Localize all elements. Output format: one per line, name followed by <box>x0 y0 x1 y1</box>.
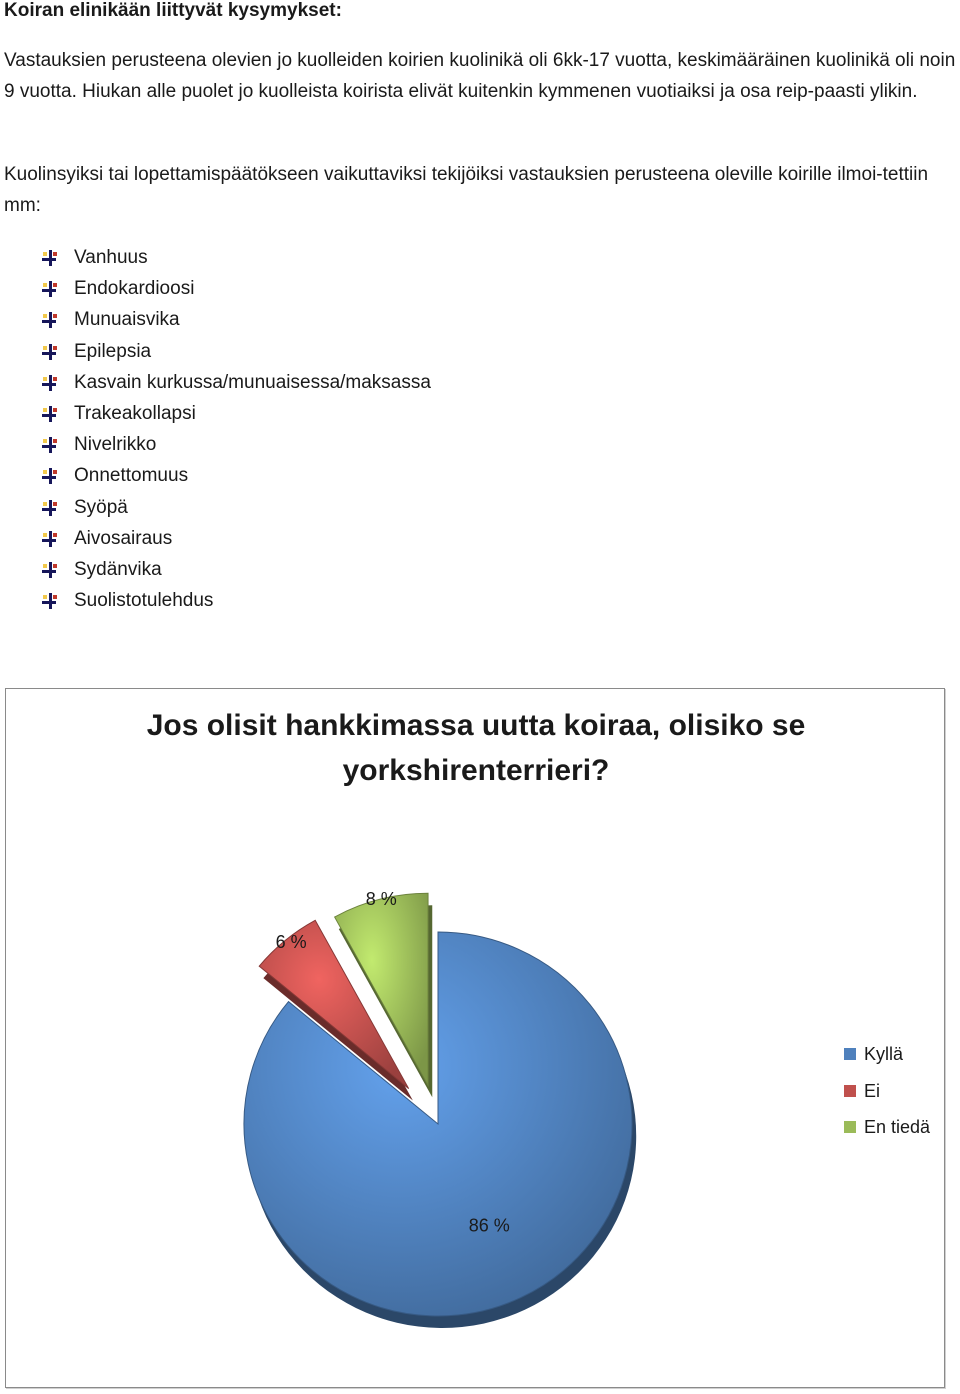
cross-bullet-icon <box>40 436 58 454</box>
cross-bullet-icon <box>40 280 58 298</box>
list-item-label: Suolistotulehdus <box>74 590 214 612</box>
cross-bullet-icon <box>40 249 58 267</box>
list-item <box>40 242 431 273</box>
list-item <box>40 585 431 616</box>
list-item <box>40 304 431 335</box>
cross-bullet-icon <box>40 405 58 423</box>
cross-bullet-icon <box>40 343 58 361</box>
list-item <box>40 554 431 585</box>
list-item <box>40 336 431 367</box>
paragraph-causes-intro: Kuolinsyiksi tai lopettamispäätökseen vaikuttaviksi tekijöiksi vastauksien perusteena oleville koirille ilmoi-tettiin mm: <box>4 164 929 216</box>
list-item-label: Sydänvika <box>74 558 162 580</box>
legend-item-ei <box>844 1080 930 1117</box>
cross-bullet-icon <box>40 499 58 517</box>
legend-swatch <box>844 1048 856 1060</box>
pie-data-label-kylla: 86 % <box>468 1215 510 1236</box>
list-item-label: Endokardioosi <box>74 278 195 300</box>
list-item <box>40 523 431 554</box>
cross-bullet-icon <box>40 374 58 392</box>
list-item <box>40 492 431 523</box>
cross-bullet-icon <box>40 561 58 579</box>
pie-data-label-en-tieda: 8 % <box>365 888 397 909</box>
legend-swatch <box>844 1085 856 1097</box>
document-heading: Koiran elinikään liittyvät kysymykset: <box>4 0 342 21</box>
list-item-label: Kasvain kurkussa/munuaisessa/maksassa <box>74 371 431 393</box>
list-item-label: Epilepsia <box>74 340 152 362</box>
pie-chart <box>6 689 946 1389</box>
list-item <box>40 398 431 429</box>
causes-list <box>40 242 431 616</box>
pie-data-label-ei: 6 % <box>275 932 307 953</box>
pie-slices <box>244 893 636 1328</box>
list-item <box>40 367 431 398</box>
pie-chart-frame <box>5 688 945 1388</box>
cross-bullet-icon <box>40 530 58 548</box>
paragraph-age-of-death: Vastauksien perusteena olevien jo kuolleiden koirien kuolinikä oli 6kk-17 vuotta, keskimääräinen kuolinikä oli noin 9 vuotta. Hiukan alle puolet jo kuolleista koirista elivät kuitenkin kymmenen vuotiaiksi ja osa reip-paasti ylikin. <box>4 50 956 102</box>
list-item-label: Munuaisvika <box>74 309 180 331</box>
legend-item-kylla <box>844 1043 930 1080</box>
list-item-label: Syöpä <box>74 496 128 518</box>
cross-bullet-icon <box>40 311 58 329</box>
chart-title: Jos olisit hankkimassa uutta koiraa, olisiko se yorkshirenterrieri? <box>146 709 806 787</box>
list-item <box>40 273 431 304</box>
list-item <box>40 460 431 491</box>
legend-label: En tiedä <box>864 1117 931 1137</box>
list-item <box>40 429 431 460</box>
chart-legend <box>844 1043 930 1153</box>
cross-bullet-icon <box>40 592 58 610</box>
list-item-label: Vanhuus <box>74 247 148 268</box>
legend-item-en-tieda <box>844 1116 930 1153</box>
list-item-label: Aivosairaus <box>74 527 173 549</box>
legend-label: Ei <box>864 1080 881 1101</box>
legend-label: Kyllä <box>864 1044 904 1064</box>
list-item-label: Onnettomuus <box>74 465 189 487</box>
legend-swatch <box>844 1121 856 1133</box>
list-item-label: Nivelrikko <box>74 434 157 456</box>
cross-bullet-icon <box>40 467 58 485</box>
list-item-label: Trakeakollapsi <box>74 402 196 424</box>
